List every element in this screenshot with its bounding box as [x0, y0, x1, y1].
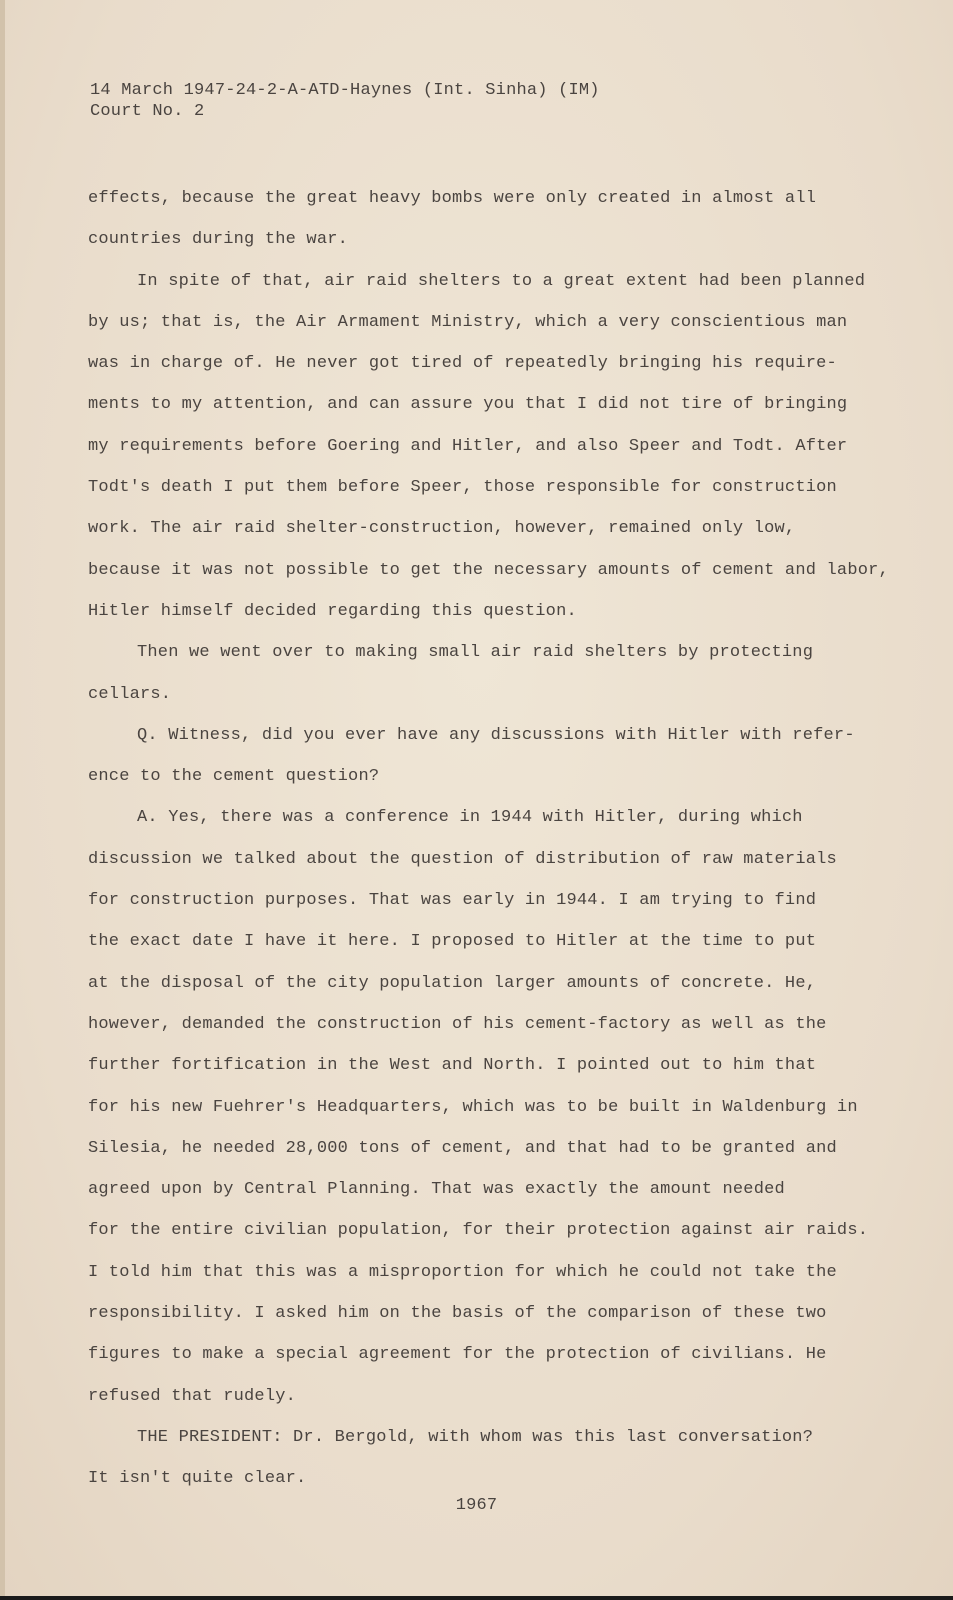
page-number: 1967: [455, 1496, 498, 1515]
text-line: because it was not possible to get the necessary amounts of cement and labor,: [88, 560, 889, 580]
text-line: Then we went over to making small air raid shelters by protecting: [137, 643, 814, 663]
header-court-line: Court No. 2: [90, 102, 205, 121]
text-line: work. The air raid shelter-construction, however, remained only low,: [88, 519, 796, 539]
president-line: It isn't quite clear.: [88, 1469, 307, 1489]
answer-line: responsibility. I asked him on the basis of the comparison of these two: [88, 1304, 827, 1324]
text-line: cellars.: [88, 684, 172, 704]
answer-line: figures to make a special agreement for the protection of civilians. He: [88, 1345, 827, 1365]
answer-line: A. Yes, there was a conference in 1944 with Hitler, during which: [137, 808, 803, 828]
answer-line: at the disposal of the city population larger amounts of concrete. He,: [88, 973, 817, 993]
text-line: my requirements before Goering and Hitler, and also Speer and Todt. After: [88, 436, 848, 456]
transcript-body: [88, 178, 888, 1500]
page-edge: [0, 0, 5, 1596]
answer-line: I told him that this was a misproportion for which he could not take the: [88, 1262, 837, 1282]
text-line: effects, because the great heavy bombs were only created in almost all: [88, 189, 817, 208]
document-header: [90, 80, 600, 122]
text-line: ments to my attention, and can assure you that I did not tire of bringing: [88, 395, 848, 415]
answer-line: agreed upon by Central Planning. That was exactly the amount needed: [88, 1180, 785, 1200]
header-reference-line: 14 March 1947-24-2-A-ATD-Haynes (Int. Sinha) (IM): [90, 81, 600, 100]
answer-line: for construction purposes. That was early in 1944. I am trying to find: [88, 891, 817, 911]
answer-line: however, demanded the construction of his cement-factory as well as the: [88, 1014, 827, 1034]
answer-line: Silesia, he needed 28,000 tons of cement, and that had to be granted and: [88, 1138, 837, 1158]
text-line: was in charge of. He never got tired of repeatedly bringing his require-: [88, 354, 837, 374]
text-line: In spite of that, air raid shelters to a great extent had been planned: [137, 271, 866, 291]
text-line: by us; that is, the Air Armament Ministry, which a very conscientious man: [88, 312, 848, 332]
scan-border: [0, 1596, 953, 1600]
answer-line: refused that rudely.: [88, 1386, 297, 1406]
answer-line: for the entire civilian population, for their protection against air raids.: [88, 1221, 869, 1241]
answer-line: for his new Fuehrer's Headquarters, which was to be built in Waldenburg in: [88, 1097, 858, 1117]
question-line: Q. Witness, did you ever have any discussions with Hitler with refer-: [137, 725, 855, 745]
question-line: ence to the cement question?: [88, 767, 380, 787]
text-line: Hitler himself decided regarding this question.: [88, 601, 577, 621]
president-line: THE PRESIDENT: Dr. Bergold, with whom was this last conversation?: [137, 1427, 814, 1447]
text-line: countries during the war.: [88, 230, 349, 250]
answer-line: further fortification in the West and North. I pointed out to him that: [88, 1056, 817, 1076]
answer-line: the exact date I have it here. I proposed to Hitler at the time to put: [88, 932, 817, 952]
text-line: Todt's death I put them before Speer, those responsible for construction: [88, 478, 837, 498]
answer-line: discussion we talked about the question of distribution of raw materials: [88, 849, 837, 869]
